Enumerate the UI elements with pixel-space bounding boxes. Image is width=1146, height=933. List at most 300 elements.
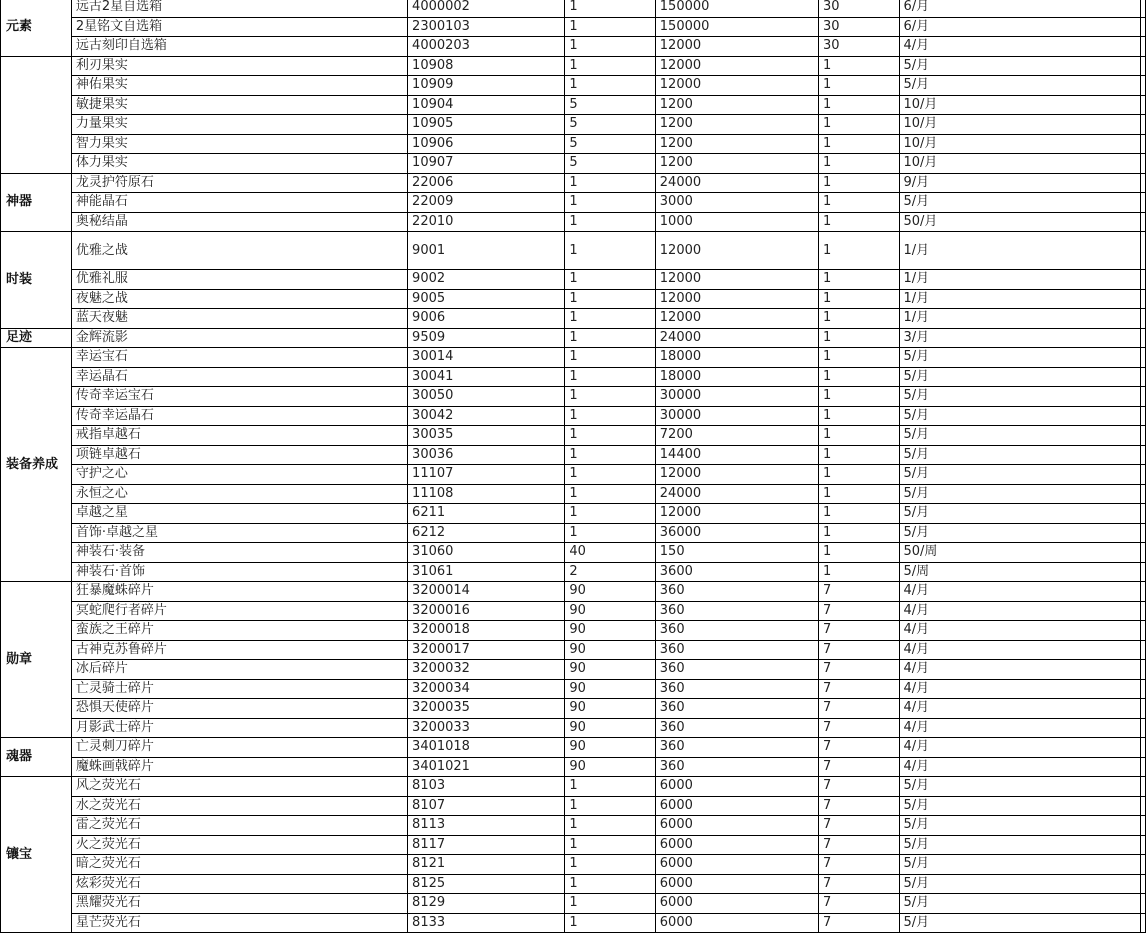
limit-cell[interactable]: 6/月 [899, 17, 1141, 37]
value-cell[interactable]: 7 [818, 913, 899, 933]
item-name-cell[interactable]: 利刃果实 [71, 56, 407, 76]
item-id-cell[interactable]: 11108 [408, 484, 565, 504]
limit-cell[interactable]: 5/月 [899, 484, 1141, 504]
empty-cell[interactable] [1141, 289, 1146, 309]
item-name-cell[interactable]: 冰后碎片 [71, 660, 407, 680]
price-cell[interactable]: 6000 [655, 816, 818, 836]
limit-cell[interactable]: 5/周 [899, 562, 1141, 582]
price-cell[interactable]: 7200 [655, 426, 818, 446]
empty-cell[interactable] [1141, 426, 1146, 446]
item-id-cell[interactable]: 4000002 [408, 0, 565, 17]
limit-cell[interactable]: 1/月 [899, 309, 1141, 329]
price-cell[interactable]: 18000 [655, 367, 818, 387]
limit-cell[interactable]: 1/月 [899, 232, 1141, 270]
limit-cell[interactable]: 10/月 [899, 95, 1141, 115]
limit-cell[interactable]: 5/月 [899, 855, 1141, 875]
empty-cell[interactable] [1141, 232, 1146, 270]
empty-cell[interactable] [1141, 17, 1146, 37]
item-name-cell[interactable]: 古神克苏鲁碎片 [71, 640, 407, 660]
empty-cell[interactable] [1141, 796, 1146, 816]
item-name-cell[interactable]: 魔蛛画戟碎片 [71, 757, 407, 777]
item-id-cell[interactable]: 22010 [408, 212, 565, 232]
item-name-cell[interactable]: 远古2星自选箱 [71, 0, 407, 17]
empty-cell[interactable] [1141, 134, 1146, 154]
quantity-cell[interactable]: 1 [565, 348, 655, 368]
limit-cell[interactable]: 5/月 [899, 445, 1141, 465]
item-name-cell[interactable]: 神装石·装备 [71, 543, 407, 563]
empty-cell[interactable] [1141, 621, 1146, 641]
value-cell[interactable]: 1 [818, 309, 899, 329]
item-id-cell[interactable]: 31061 [408, 562, 565, 582]
empty-cell[interactable] [1141, 445, 1146, 465]
limit-cell[interactable]: 4/月 [899, 582, 1141, 602]
empty-cell[interactable] [1141, 367, 1146, 387]
price-cell[interactable]: 12000 [655, 504, 818, 524]
limit-cell[interactable]: 3/月 [899, 328, 1141, 348]
price-cell[interactable]: 360 [655, 640, 818, 660]
value-cell[interactable]: 7 [818, 757, 899, 777]
empty-cell[interactable] [1141, 543, 1146, 563]
item-id-cell[interactable]: 3200018 [408, 621, 565, 641]
value-cell[interactable]: 1 [818, 212, 899, 232]
empty-cell[interactable] [1141, 95, 1146, 115]
empty-cell[interactable] [1141, 757, 1146, 777]
item-name-cell[interactable]: 卓越之星 [71, 504, 407, 524]
price-cell[interactable]: 24000 [655, 173, 818, 193]
price-cell[interactable]: 30000 [655, 406, 818, 426]
price-cell[interactable]: 150 [655, 543, 818, 563]
price-cell[interactable]: 6000 [655, 835, 818, 855]
price-cell[interactable]: 6000 [655, 894, 818, 914]
limit-cell[interactable]: 5/月 [899, 76, 1141, 96]
quantity-cell[interactable]: 1 [565, 309, 655, 329]
limit-cell[interactable]: 5/月 [899, 894, 1141, 914]
item-id-cell[interactable]: 9006 [408, 309, 565, 329]
limit-cell[interactable]: 5/月 [899, 465, 1141, 485]
item-name-cell[interactable]: 龙灵护符原石 [71, 173, 407, 193]
value-cell[interactable]: 7 [818, 777, 899, 797]
quantity-cell[interactable]: 90 [565, 621, 655, 641]
item-name-cell[interactable]: 星芒荧光石 [71, 913, 407, 933]
value-cell[interactable]: 7 [818, 718, 899, 738]
value-cell[interactable]: 7 [818, 738, 899, 758]
quantity-cell[interactable]: 90 [565, 718, 655, 738]
value-cell[interactable]: 1 [818, 115, 899, 135]
empty-cell[interactable] [1141, 115, 1146, 135]
item-id-cell[interactable]: 9002 [408, 270, 565, 290]
quantity-cell[interactable]: 1 [565, 465, 655, 485]
item-name-cell[interactable]: 奥秘结晶 [71, 212, 407, 232]
item-id-cell[interactable]: 3200032 [408, 660, 565, 680]
quantity-cell[interactable]: 1 [565, 484, 655, 504]
empty-cell[interactable] [1141, 212, 1146, 232]
value-cell[interactable]: 7 [818, 816, 899, 836]
item-name-cell[interactable]: 永恒之心 [71, 484, 407, 504]
empty-cell[interactable] [1141, 504, 1146, 524]
item-name-cell[interactable]: 暗之荧光石 [71, 855, 407, 875]
empty-cell[interactable] [1141, 582, 1146, 602]
price-cell[interactable]: 18000 [655, 348, 818, 368]
price-cell[interactable]: 12000 [655, 232, 818, 270]
category-cell[interactable]: 足迹 [1, 328, 72, 348]
item-name-cell[interactable]: 远古刻印自选箱 [71, 37, 407, 57]
item-id-cell[interactable]: 2300103 [408, 17, 565, 37]
item-id-cell[interactable]: 10906 [408, 134, 565, 154]
quantity-cell[interactable]: 1 [565, 289, 655, 309]
item-id-cell[interactable]: 30050 [408, 387, 565, 407]
value-cell[interactable]: 1 [818, 562, 899, 582]
empty-cell[interactable] [1141, 76, 1146, 96]
empty-cell[interactable] [1141, 562, 1146, 582]
item-name-cell[interactable]: 传奇幸运宝石 [71, 387, 407, 407]
item-id-cell[interactable]: 8103 [408, 777, 565, 797]
item-name-cell[interactable]: 戒指卓越石 [71, 426, 407, 446]
quantity-cell[interactable]: 90 [565, 640, 655, 660]
item-name-cell[interactable]: 恐惧天使碎片 [71, 699, 407, 719]
quantity-cell[interactable]: 5 [565, 115, 655, 135]
item-name-cell[interactable]: 神佑果实 [71, 76, 407, 96]
item-id-cell[interactable]: 6211 [408, 504, 565, 524]
item-name-cell[interactable]: 风之荧光石 [71, 777, 407, 797]
quantity-cell[interactable]: 40 [565, 543, 655, 563]
price-cell[interactable]: 360 [655, 621, 818, 641]
item-id-cell[interactable]: 30036 [408, 445, 565, 465]
value-cell[interactable]: 7 [818, 640, 899, 660]
quantity-cell[interactable]: 90 [565, 699, 655, 719]
value-cell[interactable]: 7 [818, 894, 899, 914]
category-cell[interactable]: 魂器 [1, 738, 72, 777]
item-id-cell[interactable]: 30041 [408, 367, 565, 387]
empty-cell[interactable] [1141, 699, 1146, 719]
value-cell[interactable]: 1 [818, 95, 899, 115]
value-cell[interactable]: 1 [818, 445, 899, 465]
empty-cell[interactable] [1141, 406, 1146, 426]
quantity-cell[interactable]: 1 [565, 406, 655, 426]
limit-cell[interactable]: 5/月 [899, 913, 1141, 933]
limit-cell[interactable]: 5/月 [899, 523, 1141, 543]
price-cell[interactable]: 14400 [655, 445, 818, 465]
price-cell[interactable]: 1200 [655, 154, 818, 174]
quantity-cell[interactable]: 1 [565, 173, 655, 193]
quantity-cell[interactable]: 1 [565, 523, 655, 543]
quantity-cell[interactable]: 1 [565, 37, 655, 57]
item-id-cell[interactable]: 3200035 [408, 699, 565, 719]
limit-cell[interactable]: 5/月 [899, 874, 1141, 894]
price-cell[interactable]: 360 [655, 738, 818, 758]
price-cell[interactable]: 360 [655, 679, 818, 699]
quantity-cell[interactable]: 1 [565, 504, 655, 524]
empty-cell[interactable] [1141, 855, 1146, 875]
limit-cell[interactable]: 10/月 [899, 115, 1141, 135]
empty-cell[interactable] [1141, 0, 1146, 17]
quantity-cell[interactable]: 1 [565, 445, 655, 465]
price-cell[interactable]: 12000 [655, 270, 818, 290]
empty-cell[interactable] [1141, 601, 1146, 621]
quantity-cell[interactable]: 1 [565, 796, 655, 816]
item-id-cell[interactable]: 30014 [408, 348, 565, 368]
empty-cell[interactable] [1141, 173, 1146, 193]
item-id-cell[interactable]: 30035 [408, 426, 565, 446]
empty-cell[interactable] [1141, 309, 1146, 329]
item-name-cell[interactable]: 优雅之战 [71, 232, 407, 270]
item-id-cell[interactable]: 30042 [408, 406, 565, 426]
quantity-cell[interactable]: 1 [565, 76, 655, 96]
quantity-cell[interactable]: 1 [565, 0, 655, 17]
empty-cell[interactable] [1141, 56, 1146, 76]
item-id-cell[interactable]: 8121 [408, 855, 565, 875]
item-id-cell[interactable]: 3200034 [408, 679, 565, 699]
quantity-cell[interactable]: 1 [565, 56, 655, 76]
quantity-cell[interactable]: 5 [565, 95, 655, 115]
limit-cell[interactable]: 4/月 [899, 757, 1141, 777]
empty-cell[interactable] [1141, 913, 1146, 933]
item-id-cell[interactable]: 9509 [408, 328, 565, 348]
price-cell[interactable]: 360 [655, 757, 818, 777]
quantity-cell[interactable]: 1 [565, 855, 655, 875]
category-cell[interactable]: 勋章 [1, 582, 72, 738]
category-cell[interactable]: 元素 [1, 0, 72, 56]
limit-cell[interactable]: 4/月 [899, 699, 1141, 719]
item-id-cell[interactable]: 8113 [408, 816, 565, 836]
empty-cell[interactable] [1141, 640, 1146, 660]
quantity-cell[interactable]: 90 [565, 738, 655, 758]
item-id-cell[interactable]: 10908 [408, 56, 565, 76]
price-cell[interactable]: 6000 [655, 874, 818, 894]
quantity-cell[interactable]: 1 [565, 913, 655, 933]
item-id-cell[interactable]: 11107 [408, 465, 565, 485]
item-id-cell[interactable]: 3401018 [408, 738, 565, 758]
limit-cell[interactable]: 50/月 [899, 212, 1141, 232]
price-cell[interactable]: 6000 [655, 855, 818, 875]
empty-cell[interactable] [1141, 816, 1146, 836]
price-cell[interactable]: 6000 [655, 777, 818, 797]
quantity-cell[interactable]: 1 [565, 816, 655, 836]
limit-cell[interactable]: 5/月 [899, 387, 1141, 407]
value-cell[interactable]: 7 [818, 835, 899, 855]
value-cell[interactable]: 1 [818, 348, 899, 368]
item-id-cell[interactable]: 31060 [408, 543, 565, 563]
quantity-cell[interactable]: 1 [565, 17, 655, 37]
price-cell[interactable]: 12000 [655, 76, 818, 96]
item-name-cell[interactable]: 敏捷果实 [71, 95, 407, 115]
limit-cell[interactable]: 9/月 [899, 173, 1141, 193]
item-id-cell[interactable]: 8125 [408, 874, 565, 894]
value-cell[interactable]: 1 [818, 543, 899, 563]
quantity-cell[interactable]: 1 [565, 232, 655, 270]
value-cell[interactable]: 7 [818, 874, 899, 894]
limit-cell[interactable]: 5/月 [899, 193, 1141, 213]
quantity-cell[interactable]: 1 [565, 387, 655, 407]
value-cell[interactable]: 1 [818, 173, 899, 193]
value-cell[interactable]: 7 [818, 582, 899, 602]
price-cell[interactable]: 360 [655, 660, 818, 680]
limit-cell[interactable]: 5/月 [899, 835, 1141, 855]
item-id-cell[interactable]: 3200016 [408, 601, 565, 621]
value-cell[interactable]: 7 [818, 855, 899, 875]
price-cell[interactable]: 3000 [655, 193, 818, 213]
limit-cell[interactable]: 5/月 [899, 367, 1141, 387]
limit-cell[interactable]: 5/月 [899, 56, 1141, 76]
item-id-cell[interactable]: 3200017 [408, 640, 565, 660]
category-cell[interactable]: 时装 [1, 232, 72, 329]
empty-cell[interactable] [1141, 679, 1146, 699]
item-name-cell[interactable]: 项链卓越石 [71, 445, 407, 465]
item-name-cell[interactable]: 幸运宝石 [71, 348, 407, 368]
price-cell[interactable]: 3600 [655, 562, 818, 582]
price-cell[interactable]: 6000 [655, 796, 818, 816]
item-id-cell[interactable]: 10907 [408, 154, 565, 174]
limit-cell[interactable]: 1/月 [899, 289, 1141, 309]
item-id-cell[interactable]: 22009 [408, 193, 565, 213]
limit-cell[interactable]: 10/月 [899, 134, 1141, 154]
item-name-cell[interactable]: 亡灵骑士碎片 [71, 679, 407, 699]
value-cell[interactable]: 30 [818, 37, 899, 57]
item-name-cell[interactable]: 传奇幸运晶石 [71, 406, 407, 426]
empty-cell[interactable] [1141, 718, 1146, 738]
value-cell[interactable]: 1 [818, 465, 899, 485]
empty-cell[interactable] [1141, 777, 1146, 797]
empty-cell[interactable] [1141, 387, 1146, 407]
item-id-cell[interactable]: 10904 [408, 95, 565, 115]
price-cell[interactable]: 360 [655, 601, 818, 621]
item-name-cell[interactable]: 体力果实 [71, 154, 407, 174]
quantity-cell[interactable]: 5 [565, 134, 655, 154]
quantity-cell[interactable]: 5 [565, 154, 655, 174]
limit-cell[interactable]: 5/月 [899, 816, 1141, 836]
quantity-cell[interactable]: 90 [565, 679, 655, 699]
value-cell[interactable]: 1 [818, 56, 899, 76]
quantity-cell[interactable]: 1 [565, 212, 655, 232]
price-cell[interactable]: 12000 [655, 289, 818, 309]
limit-cell[interactable]: 4/月 [899, 37, 1141, 57]
price-cell[interactable]: 24000 [655, 328, 818, 348]
empty-cell[interactable] [1141, 894, 1146, 914]
value-cell[interactable]: 1 [818, 406, 899, 426]
price-cell[interactable]: 1200 [655, 115, 818, 135]
value-cell[interactable]: 1 [818, 367, 899, 387]
item-name-cell[interactable]: 亡灵刺刀碎片 [71, 738, 407, 758]
quantity-cell[interactable]: 1 [565, 894, 655, 914]
quantity-cell[interactable]: 1 [565, 328, 655, 348]
value-cell[interactable]: 7 [818, 601, 899, 621]
item-id-cell[interactable]: 9001 [408, 232, 565, 270]
quantity-cell[interactable]: 1 [565, 193, 655, 213]
limit-cell[interactable]: 5/月 [899, 777, 1141, 797]
value-cell[interactable]: 1 [818, 232, 899, 270]
quantity-cell[interactable]: 1 [565, 367, 655, 387]
item-name-cell[interactable]: 雷之荧光石 [71, 816, 407, 836]
limit-cell[interactable]: 10/月 [899, 154, 1141, 174]
item-name-cell[interactable]: 幸运晶石 [71, 367, 407, 387]
item-name-cell[interactable]: 黑耀荧光石 [71, 894, 407, 914]
limit-cell[interactable]: 4/月 [899, 738, 1141, 758]
empty-cell[interactable] [1141, 37, 1146, 57]
category-cell[interactable]: 镶宝 [1, 777, 72, 933]
price-cell[interactable]: 1200 [655, 134, 818, 154]
quantity-cell[interactable]: 90 [565, 601, 655, 621]
quantity-cell[interactable]: 90 [565, 757, 655, 777]
item-id-cell[interactable]: 4000203 [408, 37, 565, 57]
price-cell[interactable]: 360 [655, 699, 818, 719]
value-cell[interactable]: 1 [818, 289, 899, 309]
price-cell[interactable]: 1000 [655, 212, 818, 232]
item-id-cell[interactable]: 9005 [408, 289, 565, 309]
item-name-cell[interactable]: 火之荧光石 [71, 835, 407, 855]
quantity-cell[interactable]: 1 [565, 270, 655, 290]
empty-cell[interactable] [1141, 523, 1146, 543]
limit-cell[interactable]: 4/月 [899, 718, 1141, 738]
empty-cell[interactable] [1141, 270, 1146, 290]
empty-cell[interactable] [1141, 348, 1146, 368]
empty-cell[interactable] [1141, 465, 1146, 485]
value-cell[interactable]: 1 [818, 270, 899, 290]
item-name-cell[interactable]: 首饰·卓越之星 [71, 523, 407, 543]
category-cell[interactable]: 装备养成 [1, 348, 72, 582]
price-cell[interactable]: 6000 [655, 913, 818, 933]
empty-cell[interactable] [1141, 484, 1146, 504]
value-cell[interactable]: 7 [818, 796, 899, 816]
empty-cell[interactable] [1141, 193, 1146, 213]
value-cell[interactable]: 1 [818, 76, 899, 96]
value-cell[interactable]: 1 [818, 134, 899, 154]
value-cell[interactable]: 1 [818, 426, 899, 446]
value-cell[interactable]: 7 [818, 679, 899, 699]
price-cell[interactable]: 30000 [655, 387, 818, 407]
empty-cell[interactable] [1141, 738, 1146, 758]
quantity-cell[interactable]: 1 [565, 777, 655, 797]
item-name-cell[interactable]: 2星铭文自选箱 [71, 17, 407, 37]
value-cell[interactable]: 7 [818, 621, 899, 641]
item-name-cell[interactable]: 力量果实 [71, 115, 407, 135]
empty-cell[interactable] [1141, 874, 1146, 894]
price-cell[interactable]: 36000 [655, 523, 818, 543]
item-id-cell[interactable]: 8133 [408, 913, 565, 933]
limit-cell[interactable]: 5/月 [899, 796, 1141, 816]
value-cell[interactable]: 1 [818, 154, 899, 174]
quantity-cell[interactable]: 1 [565, 426, 655, 446]
value-cell[interactable]: 1 [818, 328, 899, 348]
item-name-cell[interactable]: 水之荧光石 [71, 796, 407, 816]
item-name-cell[interactable]: 狂暴魔蛛碎片 [71, 582, 407, 602]
limit-cell[interactable]: 5/月 [899, 406, 1141, 426]
item-name-cell[interactable]: 智力果实 [71, 134, 407, 154]
price-cell[interactable]: 360 [655, 582, 818, 602]
item-id-cell[interactable]: 8117 [408, 835, 565, 855]
item-id-cell[interactable]: 6212 [408, 523, 565, 543]
value-cell[interactable]: 30 [818, 0, 899, 17]
limit-cell[interactable]: 4/月 [899, 679, 1141, 699]
empty-cell[interactable] [1141, 154, 1146, 174]
value-cell[interactable]: 1 [818, 504, 899, 524]
item-name-cell[interactable]: 神能晶石 [71, 193, 407, 213]
empty-cell[interactable] [1141, 835, 1146, 855]
value-cell[interactable]: 7 [818, 699, 899, 719]
value-cell[interactable]: 1 [818, 387, 899, 407]
limit-cell[interactable]: 4/月 [899, 640, 1141, 660]
item-name-cell[interactable]: 炫彩荧光石 [71, 874, 407, 894]
price-cell[interactable]: 24000 [655, 484, 818, 504]
value-cell[interactable]: 1 [818, 484, 899, 504]
limit-cell[interactable]: 6/月 [899, 0, 1141, 17]
value-cell[interactable]: 1 [818, 523, 899, 543]
price-cell[interactable]: 12000 [655, 37, 818, 57]
item-id-cell[interactable]: 8129 [408, 894, 565, 914]
value-cell[interactable]: 30 [818, 17, 899, 37]
limit-cell[interactable]: 5/月 [899, 426, 1141, 446]
limit-cell[interactable]: 4/月 [899, 660, 1141, 680]
limit-cell[interactable]: 4/月 [899, 601, 1141, 621]
limit-cell[interactable]: 5/月 [899, 504, 1141, 524]
